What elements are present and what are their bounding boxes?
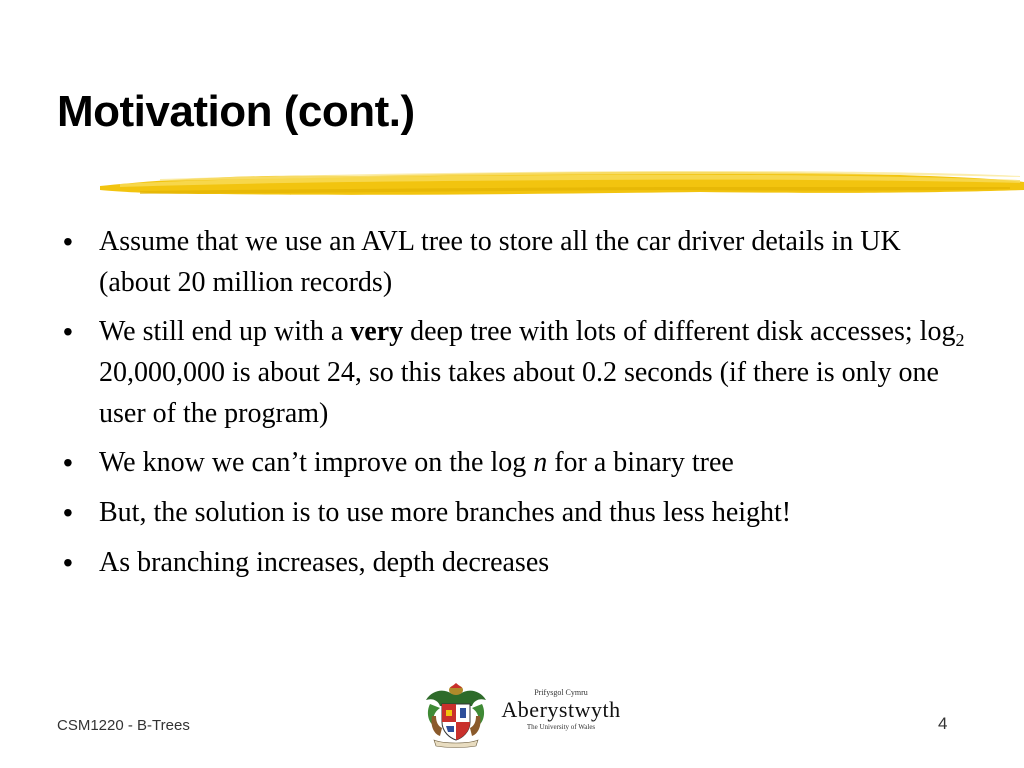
bullet-text-post: for a binary tree <box>547 447 734 478</box>
bullet-text: As branching increases, depth decreases <box>99 547 550 578</box>
bullet-italic: n <box>533 447 548 478</box>
bullet-dot: • <box>63 316 73 347</box>
logo-welsh-name: Prifysgol Cymru <box>534 688 588 697</box>
list-item <box>57 311 977 434</box>
bullet-text: But, the solution is to use more branches and thus less height! <box>99 497 792 528</box>
logo-subtitle: The University of Wales <box>526 723 596 731</box>
bullet-text-pre: We know we can’t improve on the log <box>99 447 534 478</box>
bullet-text-post: 20,000,000 is about 24, so this takes about 0.2 seconds (if there is only one user of the program) <box>99 357 939 429</box>
bullet-dot: • <box>63 547 73 578</box>
bullet-dot: • <box>63 447 73 478</box>
bullet-text-pre: We still end up with a <box>99 316 351 347</box>
title-highlight-stroke <box>100 160 1024 200</box>
footer-course-label: CSM1220 - B-Trees <box>57 717 190 734</box>
list-item <box>57 221 977 303</box>
bullet-list <box>57 221 977 591</box>
page-number: 4 <box>938 714 948 733</box>
slide-title: Motivation (cont.) <box>57 87 415 136</box>
logo-name: Aberystwyth <box>501 697 621 722</box>
bullet-text-mid: deep tree with lots of different disk accesses; log <box>403 316 956 347</box>
logo-wordmark <box>500 688 622 732</box>
list-item <box>57 492 977 533</box>
crest-icon <box>422 682 490 748</box>
list-item <box>57 542 977 583</box>
bullet-emphasis: very <box>350 316 404 347</box>
bullet-dot: • <box>63 226 73 257</box>
bullet-dot: • <box>63 497 73 528</box>
university-logo <box>422 682 622 748</box>
bullet-text: Assume that we use an AVL tree to store all the car driver details in UK (about 20 million records) <box>99 226 901 298</box>
list-item <box>57 442 977 483</box>
log-base-subscript: 2 <box>955 330 965 350</box>
